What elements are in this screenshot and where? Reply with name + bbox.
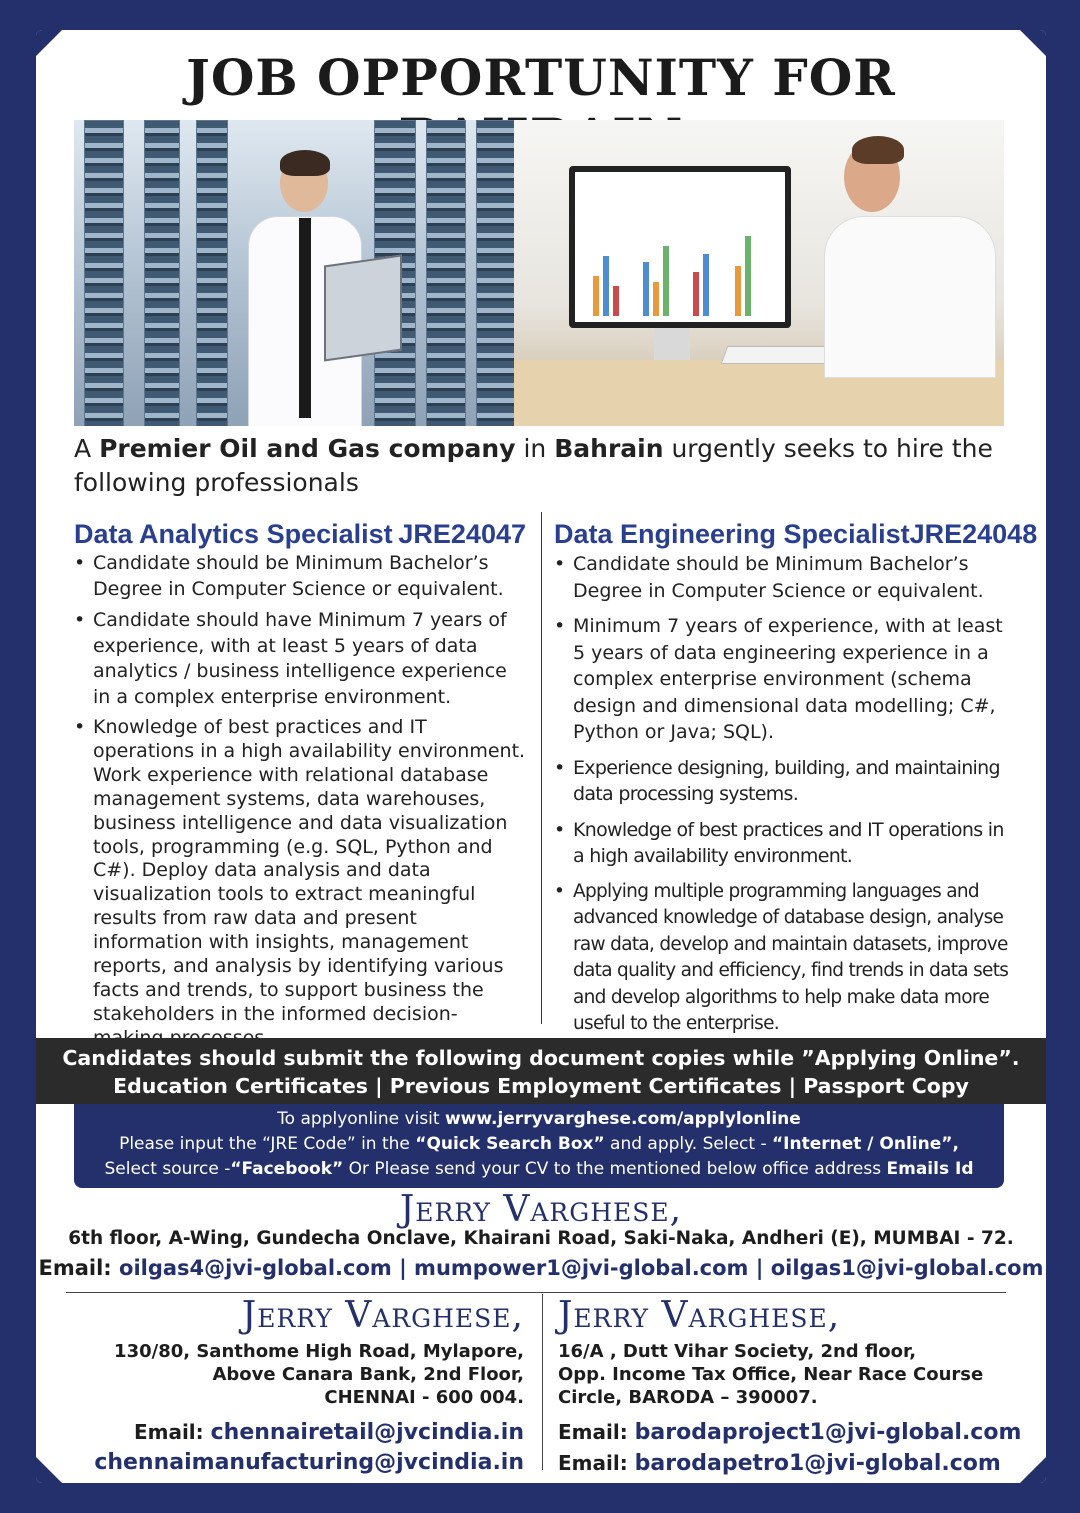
job-heading: [74, 517, 526, 551]
documents-notice: [36, 1038, 1046, 1104]
corner-notch: [1020, 1457, 1046, 1483]
corner-notch: [36, 1457, 62, 1483]
country-name: Bahrain: [554, 434, 664, 463]
job-analytics: [74, 517, 526, 1057]
requirement-item: • Candidate should be Minimum Bachelor’s Degree in Computer Science or equivalent.: [74, 551, 526, 602]
job-engineering: [554, 517, 1038, 1047]
email-link[interactable]: chennairetail@jvcindia.in: [210, 1420, 524, 1445]
mumbai-address: 6th floor, A-Wing, Gundecha Onclave, Khairani Road, Saki-Naka, Andheri (E), MUMBAI - 72.: [68, 1228, 1014, 1249]
requirement-list: [74, 551, 526, 1051]
analyst-desk-photo: [514, 120, 1004, 426]
email-link[interactable]: oilgas4@jvi-global.com | mumpower1@jvi-global.com | oilgas1@jvi-global.com: [119, 1256, 1044, 1280]
column-divider: [541, 512, 542, 1024]
email-link[interactable]: chennaimanufacturing@jvcindia.in: [94, 1450, 524, 1475]
requirement-list: [554, 551, 1010, 1038]
requirement-item: • Applying multiple programming languages and advanced knowledge of database design, analyse raw data, develop and maintain datasets, improve data quality and efficiency, find trends in data sets and develop algorithms to help make data more useful to the enterprise.: [554, 879, 1010, 1038]
company-logo: Jerry Varghese,: [241, 1295, 524, 1336]
job-code: JRE24047: [398, 519, 526, 549]
job-title: Data Engineering Specialist: [554, 519, 910, 549]
requirement-item: • Candidate should have Minimum 7 years of experience, with at least 5 years of data analytics / business intelligence experience in a complex enterprise environment.: [74, 608, 526, 710]
apply-url[interactable]: www.jerryvarghese.com/applylonline: [444, 1109, 801, 1129]
office-divider: [542, 1294, 543, 1470]
server-rack: [144, 120, 180, 426]
server-rack: [476, 120, 514, 426]
server-room-photo: [74, 120, 514, 426]
requirement-item: • Knowledge of best practices and IT operations in a high availability environment.: [554, 817, 1010, 870]
job-code: JRE24048: [909, 519, 1038, 549]
server-rack: [84, 120, 124, 426]
page-title: JOB OPPORTUNITY FOR: [186, 48, 896, 107]
documents-line: Candidates should submit the following document copies while ”Applying Online”.: [62, 1046, 1020, 1070]
intro-text: A Premier Oil and Gas company in Bahrain urgently seeks to hire the following professionals: [74, 434, 993, 497]
server-rack: [426, 120, 466, 426]
requirement-item: • Knowledge of best practices and IT operations in a high availability environment. Work experience with relational database management systems, data warehouses, business intelligence and data visualization tools, programming (e.g. SQL, Python and C#). Deploy data analysis and data visualization tools to extract meaningful results from raw data and present information with insights, management reports, and analysis by identifying various facts and trends, to support business the stakeholders in the informed decision-: [74, 716, 526, 1051]
mumbai-emails: Email: oilgas4@jvi-global.com | mumpower1@jvi-global.com | oilgas1@jvi-global.com: [38, 1256, 1044, 1280]
chennai-office: Jerry Varghese, 130/80, Santhome High Road, Mylapore, Above Canara Bank, 2nd Floor, CHENNAI - 600 004. Email: chennairetail@jvcindia.in chennaimanufacturing@jvcindia.in: [94, 1292, 524, 1478]
apply-instructions: To applyonline visit www.jerryvarghese.com/applylonline Please input the “JRE Code” in the “Quick Search Box” and apply. Select - “Internet / Online”, Select source -“Facebook” Or Please send your CV to the mentioned below office address Emails Id: [74, 1104, 1004, 1188]
email-link[interactable]: barodapetro1@jvi-global.com: [634, 1451, 1001, 1476]
baroda-office: Jerry Varghese, 16/A , Dutt Vihar Society, 2nd floor, Opp. Income Tax Office, Near Race Course Circle, BARODA – 390007. Email: barodaproject1@jvi-global.com Email: barodapetro1@jvi-global.com: [558, 1292, 1021, 1479]
job-heading: [554, 517, 1038, 551]
laptop: [324, 255, 402, 362]
hero-image: [74, 120, 1004, 426]
server-rack: [196, 120, 228, 426]
company-name: Premier Oil and Gas company: [99, 434, 516, 463]
requirement-item: • Candidate should be Minimum Bachelor’s Degree in Computer Science or equivalent.: [554, 551, 1010, 604]
job-title: Data Analytics Specialist: [74, 519, 393, 549]
documents-list: Education Certificates | Previous Employment Certificates | Passport Copy: [113, 1074, 969, 1098]
analyst-figure: [804, 142, 994, 426]
email-link[interactable]: barodaproject1@jvi-global.com: [634, 1420, 1022, 1445]
company-logo: Jerry Varghese,: [399, 1189, 683, 1230]
company-logo: Jerry Varghese,: [558, 1295, 841, 1336]
poster: [36, 30, 1046, 1483]
requirement-item: • Minimum 7 years of experience, with at least 5 years of data engineering experience in a complex enterprise environment (schema design and dimensional data modelling; C#, Python or Java; SQL).: [554, 613, 1010, 746]
requirement-item: • Experience designing, building, and maintaining data processing systems.: [554, 755, 1010, 808]
monitor-dashboard: [569, 166, 791, 328]
